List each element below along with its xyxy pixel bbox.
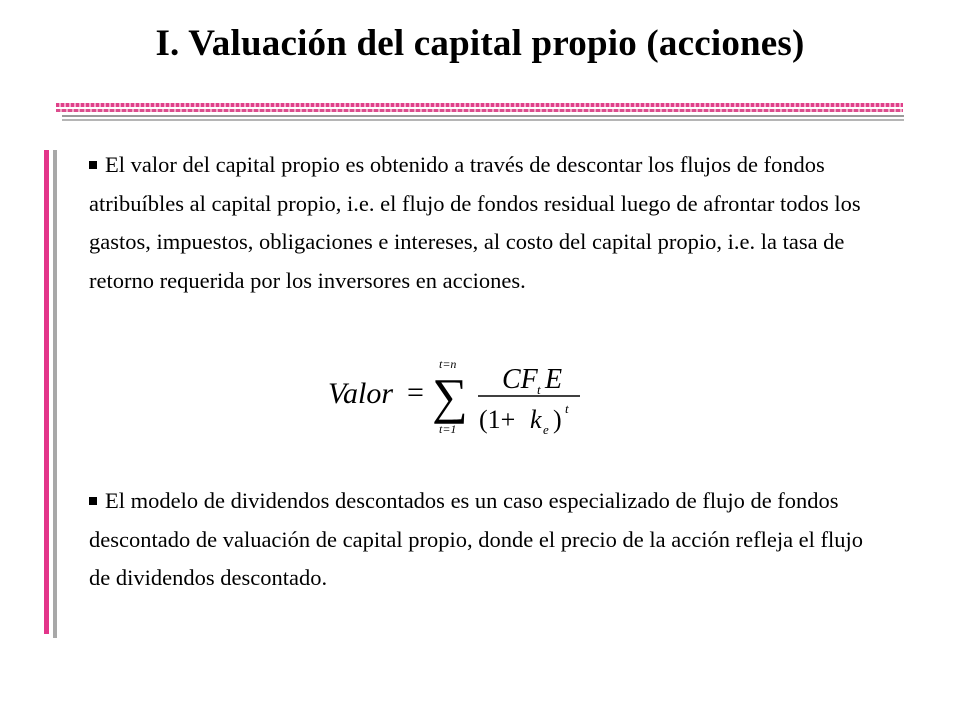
title-underline-pink-upper <box>56 103 903 107</box>
denominator-open: (1+ <box>479 405 516 434</box>
sum-upper-limit: t=n <box>439 357 457 371</box>
left-accent-bar-gray <box>53 150 57 638</box>
denominator-subscript: e <box>543 422 549 437</box>
paragraph-text: El modelo de dividendos descontados es un caso especializado de flujo de fondos descontado de valuación de capital propio, donde el precio de la acción refleja el flujo de dividendos descontado. <box>89 488 864 590</box>
left-accent-bar-pink <box>44 150 49 634</box>
square-bullet-icon <box>89 161 97 169</box>
sum-lower-limit: t=1 <box>439 422 457 436</box>
denominator-k: k <box>530 405 542 434</box>
sigma-symbol: ∑ <box>432 368 468 424</box>
title-underline-gray-lower <box>62 119 904 121</box>
paragraph-dividend-model <box>89 482 869 598</box>
numerator-e: E <box>545 364 563 395</box>
title-underline-gray-upper <box>62 115 904 117</box>
formula-lhs: Valor <box>328 377 394 410</box>
paragraph-equity-valuation <box>89 146 869 300</box>
denominator-close: ) <box>553 405 562 434</box>
numerator-cf: CF <box>502 364 538 395</box>
denominator-exponent: t <box>565 401 569 416</box>
valuation-formula <box>328 356 588 440</box>
formula-equals: = <box>407 376 424 409</box>
slide-title: I. Valuación del capital propio (acciones) <box>155 23 805 64</box>
square-bullet-icon <box>89 497 97 505</box>
numerator-subscript: t <box>537 382 541 397</box>
title-underline-pink-lower <box>56 109 903 112</box>
paragraph-text: El valor del capital propio es obtenido a través de descontar los flujos de fondos atribuíbles al capital propio, i.e. el flujo de fondos residual luego de afrontar todos los gastos, impuestos, obligaciones e intereses, al costo del capital propio, i.e. la tasa de retorno requerida por los inversores en acciones. <box>89 152 861 293</box>
